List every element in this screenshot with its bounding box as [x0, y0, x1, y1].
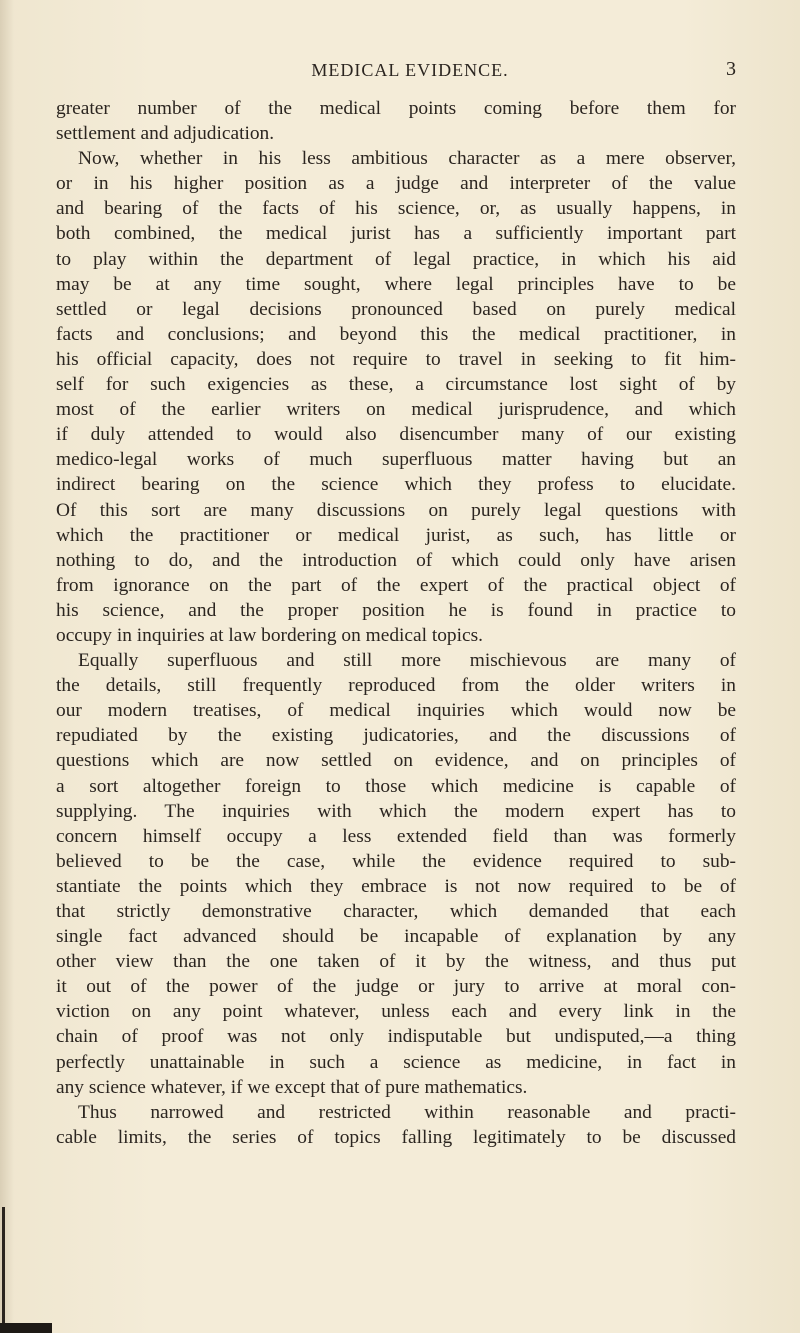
- text-line: self for such exigencies as these, a circumstance lost sight of by: [56, 374, 736, 396]
- text-line: indirect bearing on the science which they profess to elucidate.: [56, 474, 736, 496]
- text-line: supplying. The inquiries with which the modern expert has to: [56, 800, 736, 822]
- page-header: [0, 58, 800, 82]
- text-line: and bearing of the facts of his science, or, as usually happens, in: [56, 198, 736, 220]
- text-line: settled or legal decisions pronounced based on purely medical: [56, 298, 736, 320]
- text-line: perfectly unattainable in such a science as medicine, in fact in: [56, 1051, 736, 1073]
- binding-shadow: [0, 0, 14, 1333]
- text-line: repudiated by the existing judicatories, and the discussions of: [56, 725, 736, 747]
- text-line: both combined, the medical jurist has a sufficiently important part: [56, 223, 736, 245]
- text-line: to play within the department of legal practice, in which his aid: [56, 248, 736, 270]
- text-line: believed to be the case, while the evidence required to sub-: [56, 850, 736, 872]
- text-line: his official capacity, does not require to travel in seeking to fit him-: [56, 348, 736, 370]
- text-line: cable limits, the series of topics falling legitimately to be discussed: [56, 1126, 736, 1148]
- text-line: Equally superfluous and still more mischievous are many of: [78, 650, 736, 672]
- text-line: viction on any point whatever, unless each and every link in the: [56, 1001, 736, 1023]
- text-line: a sort altogether foreign to those which medicine is capable of: [56, 775, 736, 797]
- text-line: medico-legal works of much superfluous matter having but an: [56, 449, 736, 471]
- text-line: if duly attended to would also disencumber many of our existing: [56, 424, 736, 446]
- text-line: his science, and the proper position he is found in practice to: [56, 599, 736, 621]
- text-line: Now, whether in his less ambitious character as a mere observer,: [78, 148, 736, 170]
- text-line: that strictly demonstrative character, which demanded that each: [56, 901, 736, 922]
- text-line: facts and conclusions; and beyond this the medical practitioner, in: [56, 323, 736, 345]
- text-line: or in his higher position as a judge and interpreter of the value: [56, 173, 736, 195]
- text-line: which the practitioner or medical jurist, as such, has little or: [56, 524, 736, 546]
- text-line: settlement and adjudication.: [56, 123, 275, 145]
- text-line: from ignorance on the part of the expert of the practical object of: [56, 574, 736, 596]
- running-title: MEDICAL EVIDENCE.: [311, 60, 509, 80]
- text-line: greater number of the medical points coming before them for: [56, 98, 736, 119]
- text-line: other view than the one taken of it by the witness, and thus put: [56, 951, 736, 973]
- text-line: chain of proof was not only indisputable but undisputed,—a thing: [56, 1026, 736, 1048]
- text-line: our modern treatises, of medical inquiries which would now be: [56, 700, 736, 722]
- page-number: 3: [726, 58, 736, 80]
- text-line: questions which are now settled on evidence, and on principles of: [56, 750, 736, 772]
- text-line: nothing to do, and the introduction of which could only have arisen: [56, 549, 736, 571]
- body-text: [56, 96, 736, 1150]
- text-line: the details, still frequently reproduced from the older writers in: [56, 675, 736, 697]
- text-line: Thus narrowed and restricted within reasonable and practi-: [78, 1101, 736, 1123]
- text-line: single fact advanced should be incapable of explanation by any: [56, 926, 736, 948]
- text-line: concern himself occupy a less extended field than was formerly: [56, 825, 736, 847]
- text-line: occupy in inquiries at law bordering on medical topics.: [56, 624, 484, 646]
- page-edge-mark: [2, 1207, 5, 1327]
- text-line: most of the earlier writers on medical jurisprudence, and which: [56, 399, 736, 421]
- text-line: it out of the power of the judge or jury to arrive at moral con-: [56, 976, 736, 998]
- text-line: may be at any time sought, where legal principles have to be: [56, 273, 736, 295]
- text-line: any science whatever, if we except that of pure mathematics.: [56, 1076, 528, 1098]
- text-line: Of this sort are many discussions on purely legal questions with: [56, 499, 736, 521]
- corner-mark: [0, 1323, 52, 1333]
- text-line: stantiate the points which they embrace is not now required to be of: [56, 875, 736, 897]
